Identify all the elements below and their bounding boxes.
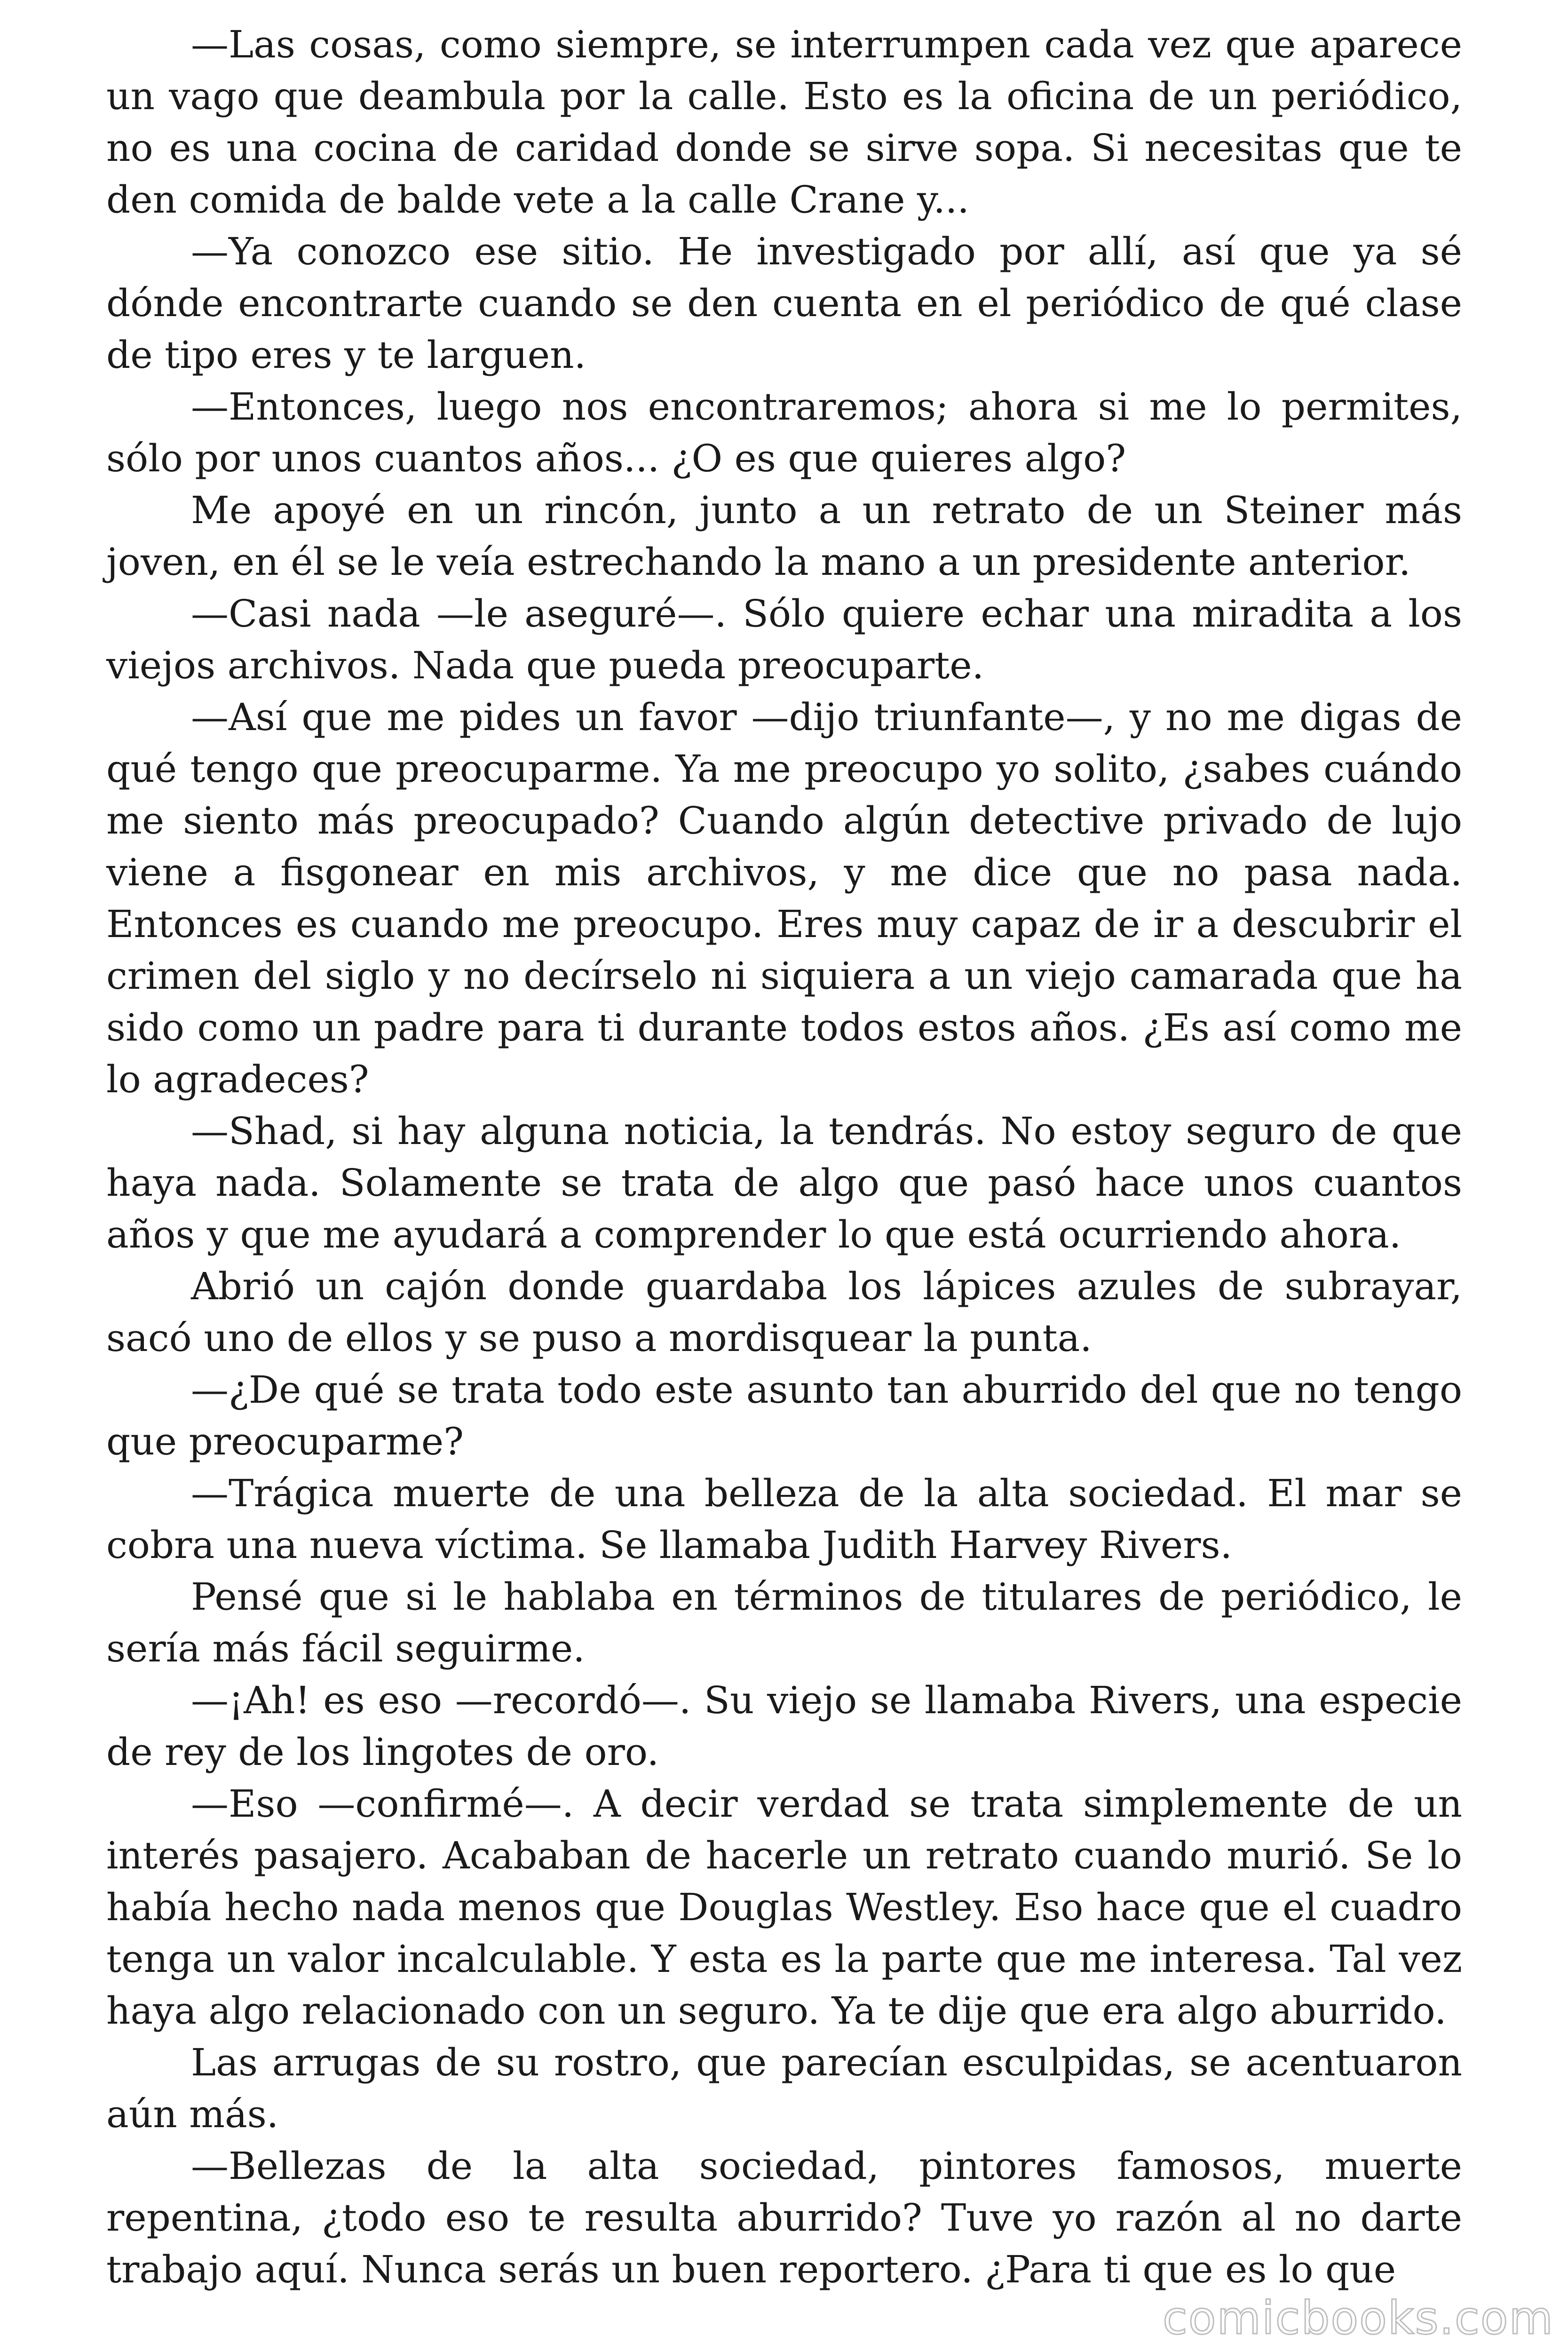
- paragraph: —¿De qué se trata todo este asunto tan aburrido del que no tengo que preocuparme?: [106, 1368, 1462, 1463]
- paragraph: —Entonces, luego nos encontraremos; ahora si me lo permites, sólo por unos cuantos años... ¿O es que quieres algo?: [106, 385, 1462, 480]
- watermark: comicbooks.com: [1162, 2292, 1554, 2344]
- paragraph: Las arrugas de su rostro, que parecían esculpidas, se acentuaron aún más.: [106, 2041, 1462, 2136]
- paragraph: —¡Ah! es eso —recordó—. Su viejo se llamaba Rivers, una especie de rey de los lingotes de oro.: [106, 1678, 1462, 1774]
- document-page: [106, 19, 1462, 2296]
- paragraph: —Las cosas, como siempre, se interrumpen cada vez que aparece un vago que deambula por la calle. Esto es la oficina de un periódico, no es una cocina de caridad donde se sirve sopa. Si necesitas que te den comida de balde vete a la calle Crane y...: [106, 23, 1462, 222]
- paragraph: Me apoyé en un rincón, junto a un retrato de un Steiner más joven, en él se le veía estrechando la mano a un presidente anterior.: [106, 488, 1462, 584]
- paragraph: —Shad, si hay alguna noticia, la tendrás. No estoy seguro de que haya nada. Solamente se trata de algo que pasó hace unos cuantos años y que me ayudará a comprender lo que está ocurriendo ahora.: [106, 1109, 1462, 1256]
- paragraph: Pensé que si le hablaba en términos de titulares de periódico, le sería más fácil seguirme.: [106, 1575, 1462, 1670]
- paragraph: —Casi nada —le aseguré—. Sólo quiere echar una miradita a los viejos archivos. Nada que pueda preocuparte.: [106, 592, 1462, 687]
- paragraph: —Bellezas de la alta sociedad, pintores famosos, muerte repentina, ¿todo eso te resulta aburrido? Tuve yo razón al no darte trabajo aquí. Nunca serás un buen reportero. ¿Para ti que es lo que: [106, 2144, 1462, 2291]
- paragraph: Abrió un cajón donde guardaba los lápices azules de subrayar, sacó uno de ellos y se puso a mordisquear la punta.: [106, 1264, 1462, 1360]
- paragraph: —Eso —confirmé—. A decir verdad se trata simplemente de un interés pasajero. Acababan de hacerle un retrato cuando murió. Se lo había hecho nada menos que Douglas Westley. Eso hace que el cuadro tenga un valor incalculable. Y esta es la parte que me interesa. Tal vez haya algo relacionado con un seguro. Ya te dije que era algo aburrido.: [106, 1782, 1462, 2033]
- paragraph: —Ya conozco ese sitio. He investigado por allí, así que ya sé dónde encontrarte cuando se den cuenta en el periódico de qué clase de tipo eres y te larguen.: [106, 230, 1462, 377]
- paragraph: —Trágica muerte de una belleza de la alta sociedad. El mar se cobra una nueva víctima. Se llamaba Judith Harvey Rivers.: [106, 1471, 1462, 1567]
- paragraph: —Así que me pides un favor —dijo triunfante—, y no me digas de qué tengo que preocuparme. Ya me preocupo yo solito, ¿sabes cuándo me siento más preocupado? Cuando algún detective privado de lujo viene a fisgonear en mis archivos, y me dice que no pasa nada. Entonces es cuando me preocupo. Eres muy capaz de ir a descubrir el crimen del siglo y no decírselo ni siquiera a un viejo camarada que ha sido como un padre para ti durante todos estos años. ¿Es así como me lo agradeces?: [106, 695, 1462, 1101]
